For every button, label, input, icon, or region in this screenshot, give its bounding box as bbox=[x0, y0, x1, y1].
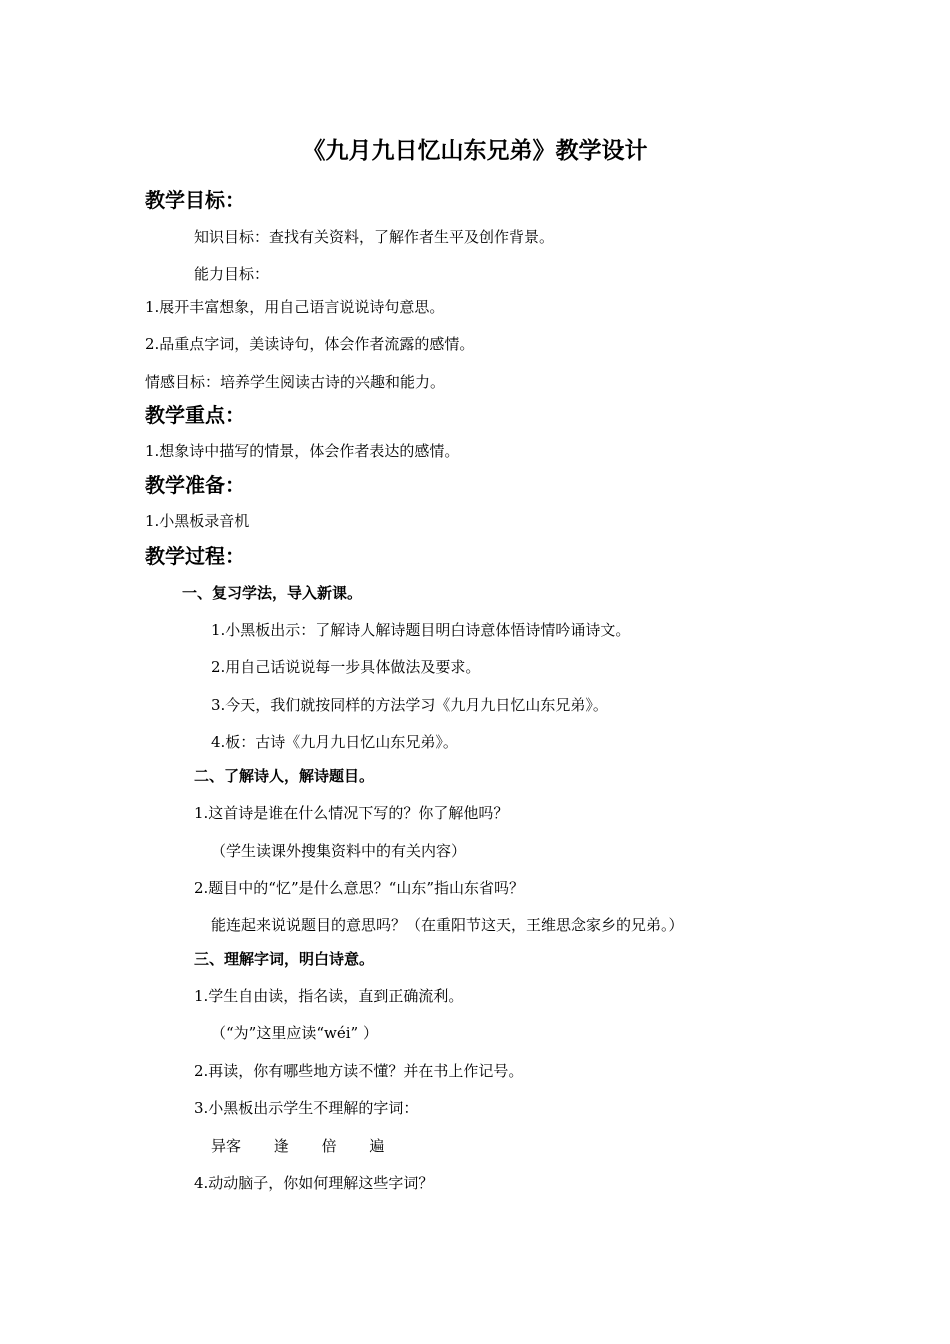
vocab-word: 遍 bbox=[369, 1137, 385, 1155]
knowledge-goal: 知识目标：查找有关资料，了解作者生平及创作背景。 bbox=[194, 228, 555, 246]
ability-goal-item: 1.展开丰富想象，用自己语言说说诗句意思。 bbox=[145, 298, 445, 316]
process-step-note: （“为”这里应读“wéi” ） bbox=[211, 1024, 378, 1042]
process-step-note: （学生读课外搜集资料中的有关内容） bbox=[211, 842, 467, 860]
process-step-item: 1.学生自由读，指名读，直到正确流利。 bbox=[194, 987, 464, 1005]
key-point-item: 1.想象诗中描写的情景，体会作者表达的感情。 bbox=[145, 442, 460, 460]
section-heading-key-points: 教学重点： bbox=[145, 403, 245, 427]
vocab-word: 异客 bbox=[211, 1137, 242, 1155]
vocab-word: 逢 bbox=[273, 1137, 289, 1155]
process-step-item: 3.小黑板出示学生不理解的字词： bbox=[194, 1099, 419, 1117]
process-step-item: 4.板：古诗《九月九日忆山东兄弟》。 bbox=[211, 733, 458, 751]
section-heading-preparation: 教学准备： bbox=[145, 473, 245, 497]
process-step-item: 3.今天，我们就按同样的方法学习《九月九日忆山东兄弟》。 bbox=[211, 696, 608, 714]
process-step-title: 三、理解字词，明白诗意。 bbox=[194, 950, 375, 968]
process-step-title: 一、复习学法，导入新课。 bbox=[182, 584, 363, 602]
process-step-item: 1.这首诗是谁在什么情况下写的？你了解他吗？ bbox=[194, 804, 509, 822]
vocab-list bbox=[211, 1136, 412, 1156]
ability-goal-label: 能力目标： bbox=[194, 265, 270, 283]
process-step-item: 1.小黑板出示：了解诗人解诗题目明白诗意体悟诗情吟诵诗文。 bbox=[211, 621, 631, 639]
process-step-note: 能连起来说说题目的意思吗？（在重阳节这天，王维思念家乡的兄弟。） bbox=[211, 916, 684, 934]
section-heading-goals: 教学目标： bbox=[145, 188, 245, 212]
emotion-goal: 情感目标：培养学生阅读古诗的兴趣和能力。 bbox=[145, 373, 446, 391]
process-step-item: 2.再读，你有哪些地方读不懂？并在书上作记号。 bbox=[194, 1062, 524, 1080]
process-step-item: 4.动动脑子，你如何理解这些字词？ bbox=[194, 1174, 434, 1192]
process-step-item: 2.用自己话说说每一步具体做法及要求。 bbox=[211, 658, 481, 676]
vocab-word: 倍 bbox=[321, 1137, 337, 1155]
process-step-title: 二、了解诗人，解诗题目。 bbox=[194, 767, 375, 785]
process-step-item: 2.题目中的“忆”是什么意思？“山东”指山东省吗？ bbox=[194, 879, 524, 897]
preparation-item: 1.小黑板录音机 bbox=[145, 512, 250, 530]
ability-goal-item: 2.品重点字词，美读诗句，体会作者流露的感情。 bbox=[145, 335, 475, 353]
section-heading-process: 教学过程： bbox=[145, 544, 245, 568]
document-title: 《九月九日忆山东兄弟》教学设计 bbox=[302, 137, 648, 164]
